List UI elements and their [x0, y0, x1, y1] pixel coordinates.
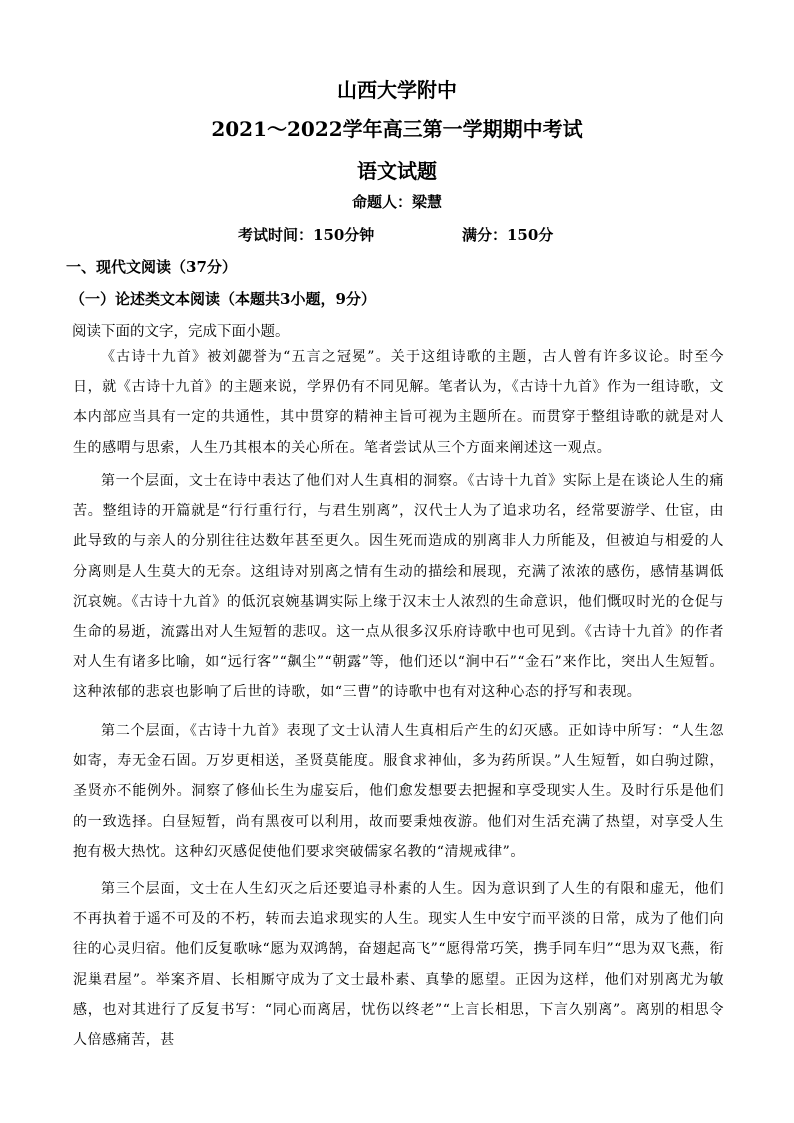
exam-score: 满分：150分 [462, 226, 554, 244]
passage-paragraph-2: 第一个层面，文士在诗中表达了他们对人生真相的洞察。《古诗十九首》实际上是在谈论人生的痛苦。整组诗的开篇就是“行行重行行，与君生别离”，汉代士人为了追求功名，经常要游学、仕宦，由此导致的与亲人的分别往往达数年甚至更久。因生死而造成的别离非人力所能及，但被迫与相爱的人分离则是人生莫大的无奈。这组诗对别离之情有生动的描绘和展现，充满了浓浓的感伤，感情基调低沉哀婉。《古诗十九首》的低沉哀婉基调实际上缘于汉末士人浓烈的生命意识，他们慨叹时光的仓促与生命的易逝，流露出对人生短暂的悲叹。这一点从很多汉乐府诗歌中也可见到。《古诗十九首》的作者对人生有诸多比喻，如“远行客”“飙尘”“朝露”等，他们还以“涧中石”“金石”来作比，突出人生短暂。这种浓郁的悲哀也影响了后世的诗歌，如“三曹”的诗歌中也有对这种心态的抒写和表现。 [73, 473, 724, 701]
author-line: 命题人：梁慧 [351, 193, 442, 211]
subsection-title: （一）论述类文本阅读（本题共3小题，9分） [70, 290, 376, 308]
exam-title: 2021～2022学年高三第一学期期中考试 [211, 117, 583, 141]
passage-paragraph-3: 第二个层面，《古诗十九首》表现了文士认清人生真相后产生的幻灭感。正如诗中所写：“人生忽如寄，寿无金石固。万岁更相送，圣贤莫能度。服食求神仙，多为药所误。”人生短暂，如白驹过隙，圣贤亦不能例外。洞察了修仙长生为虚妄后，他们愈发想要去把握和享受现实人生。及时行乐是他们的一致选择。白昼短暂，尚有黑夜可以利用，故而要秉烛夜游。他们对生活充满了热望，对享受人生抱有极大热忱。这种幻灭感促使他们要求突破儒家名教的“清规戒律”。 [73, 723, 724, 860]
passage-paragraph-4: 第三个层面，文士在人生幻灭之后还要追寻朴素的人生。因为意识到了人生的有限和虚无，他们不再执着于遥不可及的不朽，转而去追求现实的人生。现实人生中安宁而平淡的日常，成为了他们向往的心灵归宿。他们反复歌咏“愿为双鸿鹄，奋翅起高飞”“愿得常巧笑，携手同车归”“思为双飞燕，衔泥巢君屋”。举案齐眉、长相厮守成为了文士最朴素、真挚的愿望。正因为这样，他们对别离尤为敏感，也对其进行了反复书写：“同心而离居，忧伤以终老”“上言长相思，下言久别离”。离别的相思令人倍感痛苦，甚 [73, 881, 724, 1049]
reading-instruction: 阅读下面的文字，完成下面小题。 [72, 324, 290, 340]
section-title: 一、现代文阅读（37分） [66, 258, 237, 276]
school-name: 山西大学附中 [337, 78, 457, 102]
passage-paragraph-1: 《古诗十九首》被刘勰誉为“五言之冠冕”。关于这组诗歌的主题，古人曾有许多议论。时至今日，就《古诗十九首》的主题来说，学界仍有不同见解。笔者认为，《古诗十九首》作为一组诗歌，文本内部应当具有一定的共通性，其中贯穿的精神主旨可视为主题所在。而贯穿于整组诗歌的就是对人生的感喟与思索，人生乃其根本的关心所在。笔者尝试从三个方面来阐述这一观点。 [73, 349, 724, 456]
exam-time: 考试时间：150分钟 [238, 226, 375, 244]
subject-title: 语文试题 [357, 159, 437, 183]
